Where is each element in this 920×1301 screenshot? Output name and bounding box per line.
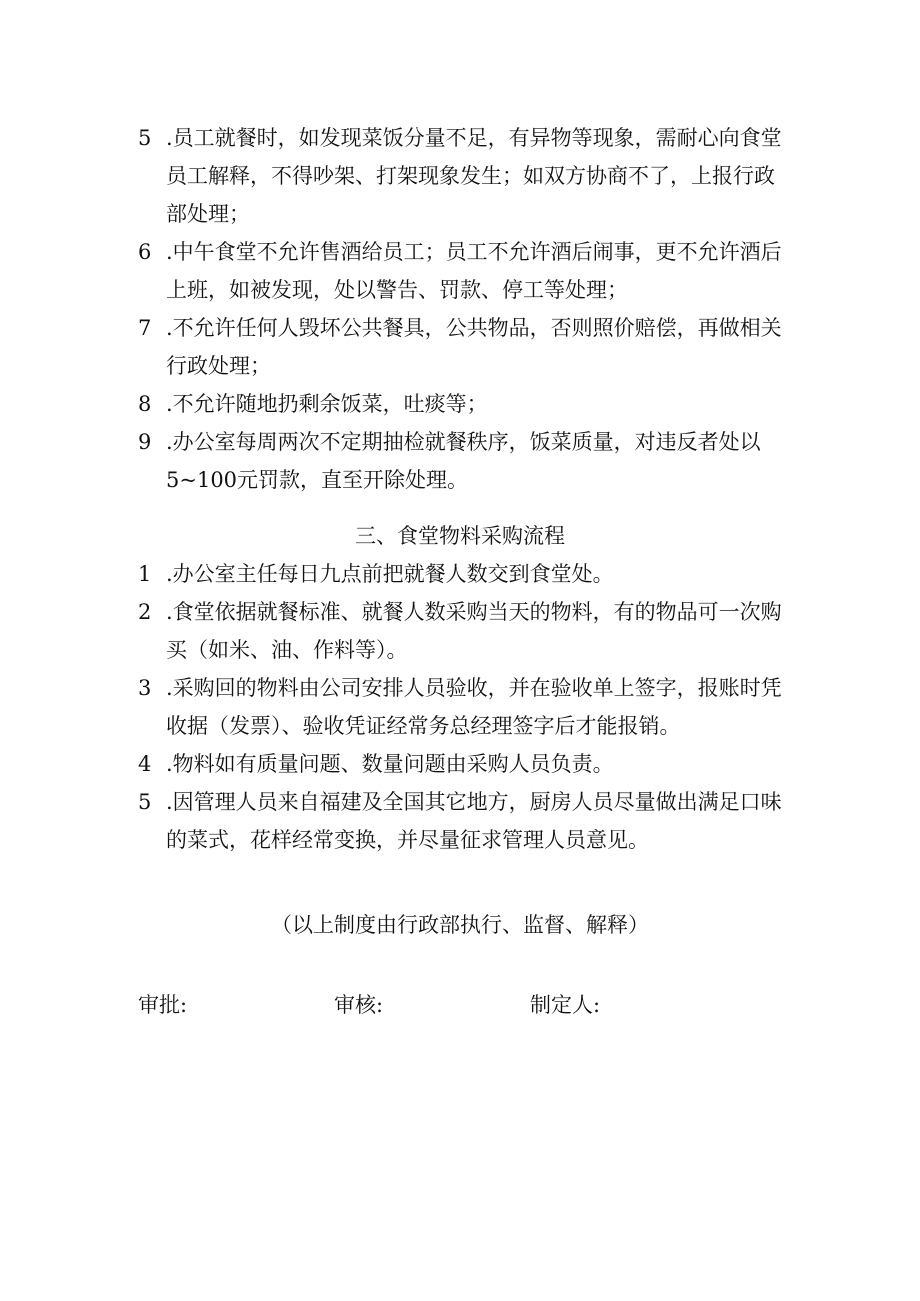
- list-item: [138, 745, 788, 783]
- review-label: 审核:: [334, 993, 384, 1017]
- item-number: 5: [138, 126, 152, 150]
- item-text: .食堂依据就餐标准、就餐人数采购当天的物料，有的物品可一次购买（如米、油、作料等）。: [166, 600, 782, 662]
- item-text: .因管理人员来自福建及全国其它地方，厨房人员尽量做出满足口味的菜式，花样经常变换，并尽量征求管理人员意见。: [166, 790, 782, 852]
- footnote: （以上制度由行政部执行、监督、解释）: [271, 913, 649, 937]
- rules-list-continued: [138, 119, 788, 499]
- item-number: 2: [138, 600, 152, 624]
- item-number: 3: [138, 676, 152, 700]
- item-text: .中午食堂不允许售酒给员工；员工不允许酒后闹事，更不允许酒后上班，如被发现，处以警告、罚款、停工等处理；: [166, 240, 782, 302]
- approve-label: 审批:: [138, 993, 188, 1017]
- item-text: .员工就餐时，如发现菜饭分量不足，有异物等现象，需耐心向食堂员工解释，不得吵架、打架现象发生；如双方协商不了，上报行政部处理；: [166, 126, 782, 226]
- list-item: [138, 669, 788, 745]
- item-number: 6: [138, 240, 152, 264]
- item-number: 9: [138, 430, 152, 454]
- item-text: .物料如有质量问题、数量问题由采购人员负责。: [166, 752, 614, 776]
- item-number: 7: [138, 316, 152, 340]
- procurement-list: [138, 555, 788, 859]
- item-number: 1: [138, 562, 152, 586]
- item-number: 5: [138, 790, 152, 814]
- list-item: [138, 555, 788, 593]
- author-label: 制定人:: [530, 993, 601, 1017]
- section-heading: 三、食堂物料采购流程: [355, 524, 565, 548]
- item-number: 4: [138, 752, 152, 776]
- list-item: [138, 233, 788, 309]
- list-item: [138, 119, 788, 233]
- item-text: .不允许随地扔剩余饭菜，吐痰等；: [166, 392, 488, 416]
- list-item: [138, 593, 788, 669]
- item-number: 8: [138, 392, 152, 416]
- item-text: .采购回的物料由公司安排人员验收，并在验收单上签字，报账时凭收据（发票）、验收凭证经常务总经理签字后才能报销。: [166, 676, 782, 738]
- list-item: [138, 385, 788, 423]
- item-text: .办公室每周两次不定期抽检就餐秩序，饭菜质量，对违反者处以5~100元罚款，直至开除处理。: [166, 430, 761, 492]
- item-text: .办公室主任每日九点前把就餐人数交到食堂处。: [166, 562, 614, 586]
- list-item: [138, 783, 788, 859]
- list-item: [138, 309, 788, 385]
- item-text: .不允许任何人毁坏公共餐具，公共物品，否则照价赔偿，再做相关行政处理；: [166, 316, 782, 378]
- list-item: [138, 423, 788, 499]
